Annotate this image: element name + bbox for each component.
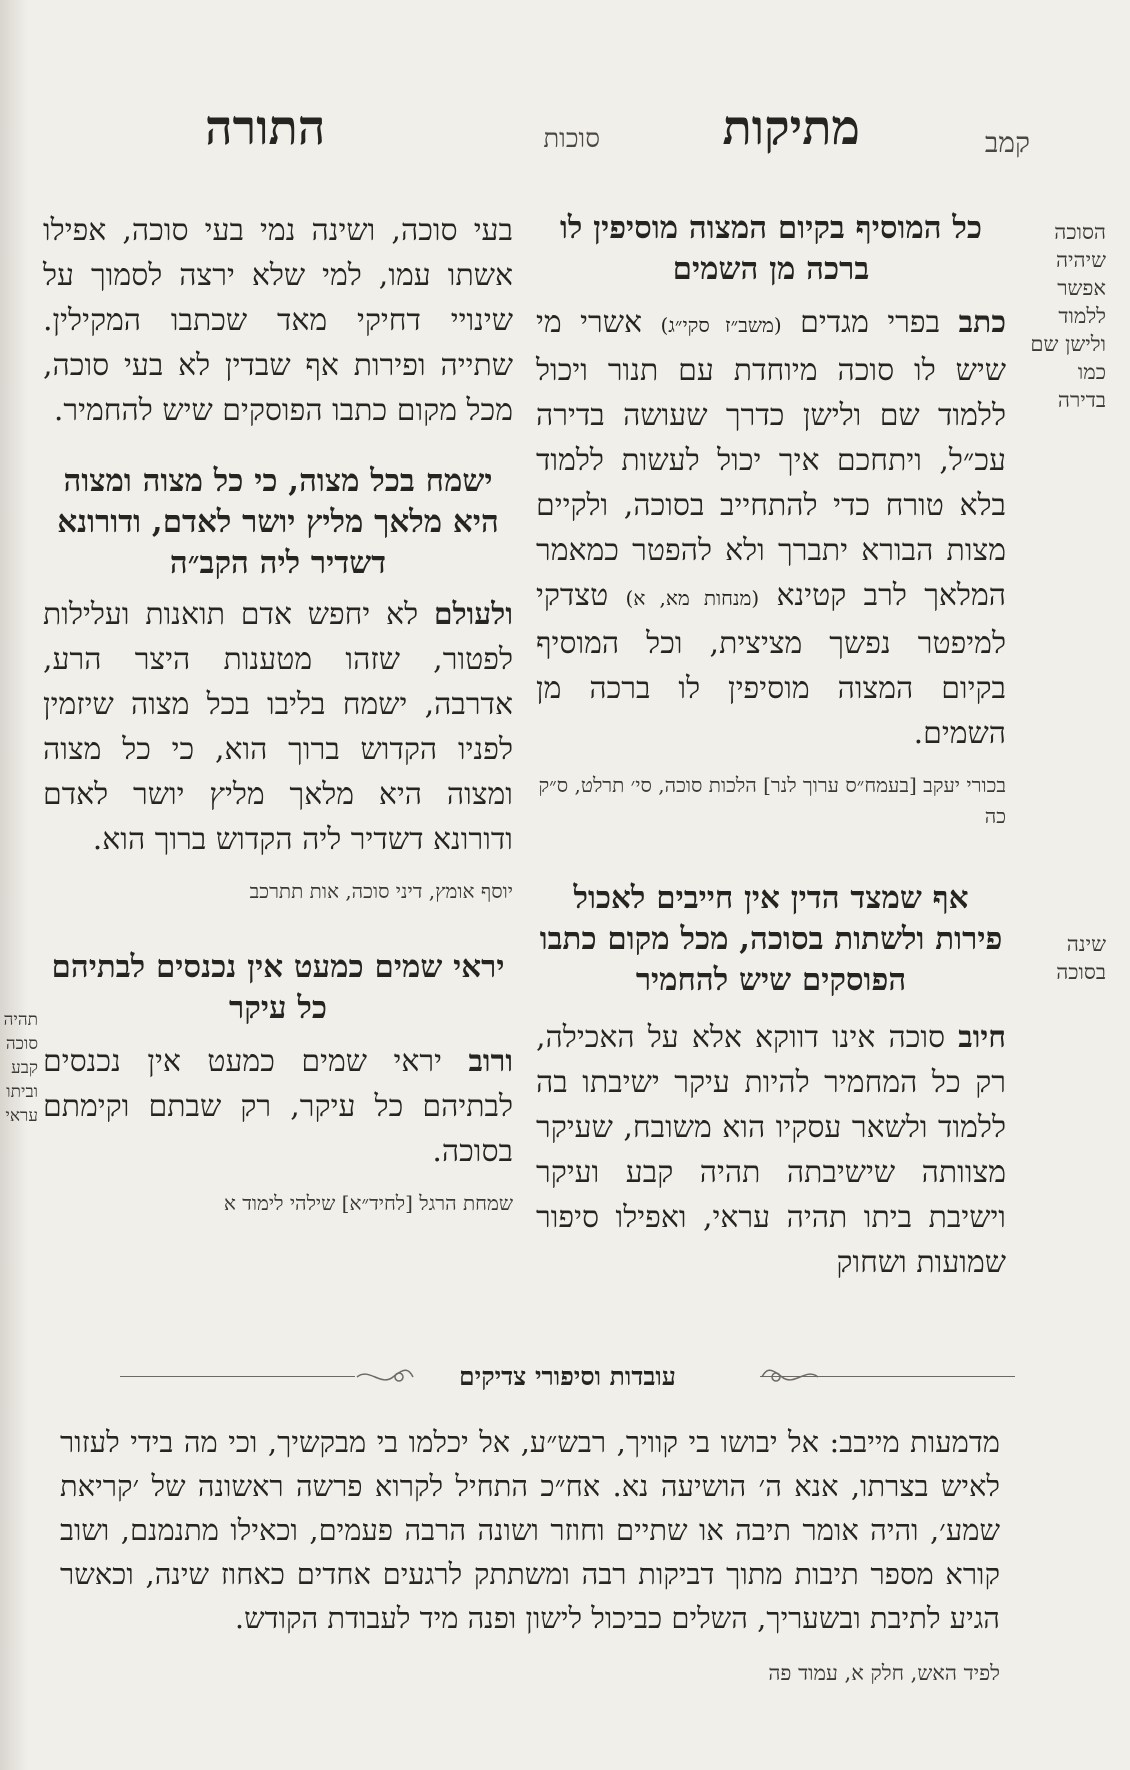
divider-title: עובדות וסיפורי צדיקים xyxy=(459,1362,676,1391)
flourish-icon xyxy=(760,1365,820,1389)
citation: (מנחות מא, א) xyxy=(625,586,760,610)
body-text: בפרי מגדים xyxy=(781,305,959,340)
divider-line-left xyxy=(120,1376,355,1377)
section-fruit-drink xyxy=(536,878,1006,1285)
page-header xyxy=(150,100,1030,170)
lead-word: כתב xyxy=(958,305,1006,340)
citation: (משב״ז סקי״ג) xyxy=(660,313,782,337)
section-body xyxy=(43,1039,513,1174)
story-source: לפיד האש, חלק א, עמוד פה xyxy=(768,1661,1000,1685)
section-heading: ישמח בכל מצוה, כי כל מצוה ומצוה היא מלאך מליץ יושר לאדם, ודורונא דשדיר ליה הקב״ה xyxy=(57,463,499,581)
body-text: לא יחפש אדם תואנות ועלילות לפטור, שזהו מטענות היצר הרע, אדרבה, ישמח בליבו בכל מצוה שיזמין לפניו הקדוש ברוך הוא, כי כל מצוה ומצוה היא מלאך מליץ יושר לאדם ודורונא דשדיר ליה הקדוש ברוך הוא. xyxy=(43,597,513,857)
lead-word: חיוב xyxy=(958,1020,1006,1055)
lead-word: ורוב xyxy=(468,1044,513,1079)
source-reference: בכורי יעקב [בעמח״ס ערוך לנר] הלכות סוכה, סי׳ תרלט, ס״ק כה xyxy=(538,773,1006,828)
stories-divider xyxy=(120,1362,1015,1392)
running-topic: סוכות xyxy=(543,124,600,154)
margin-note-fixed-dwelling: תהיה סוכה קבע וביתו עראי xyxy=(3,1010,38,1126)
margin-note-sleeping: שינה בסוכה xyxy=(1056,932,1106,984)
divider-line-right xyxy=(760,1376,1015,1377)
left-column xyxy=(43,208,513,1237)
section-adds-mitzvah xyxy=(536,208,1006,832)
body-text: אשרי מי שיש לו סוכה מיוחדת עם תנור ויכול ללמוד שם ולישן כדרך שעושה בדירה עכ״ל, ויתחכם איך יכול לעשות ללמוד בלא טורח כדי להתחייב בסוכה, ולקיים מצות הבורא יתברך ולא להפטר כמאמר המלאך לרב קטינא xyxy=(536,305,1007,613)
body-text: סוכה אינו דווקא אלא על האכילה, רק כל המחמיר להיות עיקר ישיבתו בה ללמוד ולשאר עסקיו הוא משובח, שעיקר מצוותה שישיבתה תהיה קבע ועיקר וישיבת ביתו תהיה עראי, ואפילו סיפור שמועות ושחוק xyxy=(536,1020,1006,1280)
story-text: מדמעות מייבב: אל יבושו בי קוויך, רבש״ע, אל יכלמו בי מבקשיך, וכי מה בידי לעזור לאיש בצרתו, אנא ה׳ הושיעה נא. אח״כ התחיל לקרוא פרשה ראשונה של ׳קריאת שמע׳, והיה אומר תיבה או שתיים וחוזר ושונה הרבה פעמים, וכאילו מתנמנם, ושוב קורא מספר תיבות מתוך דביקות רבה ומשתתק לרגעים אחדים כאחוז שינה, וכאשר הגיע לתיבת ובשעריך, השלים כביכול לישון ופנה מיד לעבודת הקודש. xyxy=(60,1425,1000,1635)
lead-word: ולעולם xyxy=(433,597,513,632)
running-title-left: התורה xyxy=(205,100,326,156)
continuation-text: בעי סוכה, ושינה נמי בעי סוכה, אפילו אשתו עמו, למי שלא ירצה לסמוך על שינויי דחיקי מאד שכתבו המקילין. שתייה ופירות אף שבדין לא בעי סוכה, מכל מקום כתבו הפוסקים שיש להחמיר. xyxy=(43,213,513,428)
section-heading: כל המוסיף בקיום המצוה מוסיפין לו ברכה מן השמים xyxy=(559,210,983,287)
body-text: טצדקי למיפטר נפשך מציצית, וכל המוסיף בקיום המצוה מוסיפין לו ברכה מן השמים. xyxy=(536,578,1006,751)
flourish-icon xyxy=(355,1365,415,1389)
source-reference: שמחת הרגל [לחיד״א] שילהי לימוד א xyxy=(223,1191,513,1215)
section-body xyxy=(43,592,513,862)
section-rejoice xyxy=(43,461,513,907)
story-section xyxy=(60,1420,1000,1689)
margin-note-sukkah-dwelling: הסוכה שיהיה אפשר ללמוד ולישן שם כמו בדירה xyxy=(1030,220,1106,412)
section-body xyxy=(536,300,1006,756)
body-text: יראי שמים כמעט אין נכנסים לבתיהם כל עיקר, רק שבתם וקימתם בסוכה. xyxy=(43,1044,513,1169)
section-heading: אף שמצד הדין אין חייבים לאכול פירות ולשתות בסוכה, מכל מקום כתבו הפוסקים שיש להחמיר xyxy=(539,880,1003,998)
section-heading: יראי שמים כמעט אין נכנסים לבתיהם כל עיקר xyxy=(51,949,505,1026)
running-title-right: מתיקות xyxy=(722,100,860,156)
section-god-fearing xyxy=(43,947,513,1219)
page-number: קמב xyxy=(984,126,1030,159)
right-column xyxy=(536,208,1006,1303)
page-binding-shadow xyxy=(0,0,28,1770)
section-body xyxy=(536,1015,1006,1285)
source-reference: יוסף אומץ, דיני סוכה, אות תתרכב xyxy=(249,879,513,903)
